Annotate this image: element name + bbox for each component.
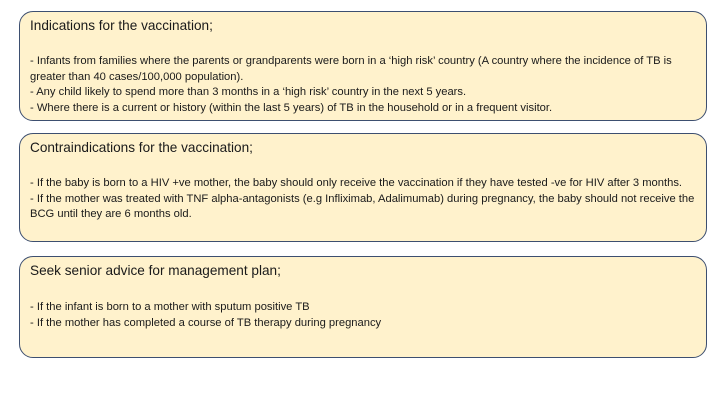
contraindications-heading: Contraindications for the vaccination;: [30, 140, 253, 155]
senior-advice-panel: [19, 256, 707, 358]
indications-panel: [19, 11, 707, 121]
contraindications-item: - If the mother was treated with TNF alpha-antagonists (e.g Infliximab, Adalimumab) during pregnancy, the baby should not receive the BCG until they are 6 months old.: [30, 192, 695, 221]
contraindications-item: - If the baby is born to a HIV +ve mother, the baby should only receive the vaccination if they have tested -ve for HIV after 3 months.: [30, 177, 683, 189]
senior-advice-item: - If the infant is born to a mother with sputum positive TB: [30, 301, 310, 313]
contraindications-panel: [19, 133, 707, 242]
indications-item: - Infants from families where the parents or grandparents were born in a ‘high risk’ country (A country where the incidence of TB is greater than 40 cases/100,000 population).: [30, 55, 672, 83]
indications-item: - Where there is a current or history (within the last 5 years) of TB in the household or in a frequent visitor.: [30, 101, 553, 114]
senior-advice-item: - If the mother has completed a course of TB therapy during pregnancy: [30, 316, 382, 329]
indications-item: - Any child likely to spend more than 3 months in a ‘high risk’ country in the next 5 years.: [30, 86, 467, 99]
indications-heading: Indications for the vaccination;: [30, 18, 213, 33]
senior-advice-heading: Seek senior advice for management plan;: [30, 263, 281, 278]
